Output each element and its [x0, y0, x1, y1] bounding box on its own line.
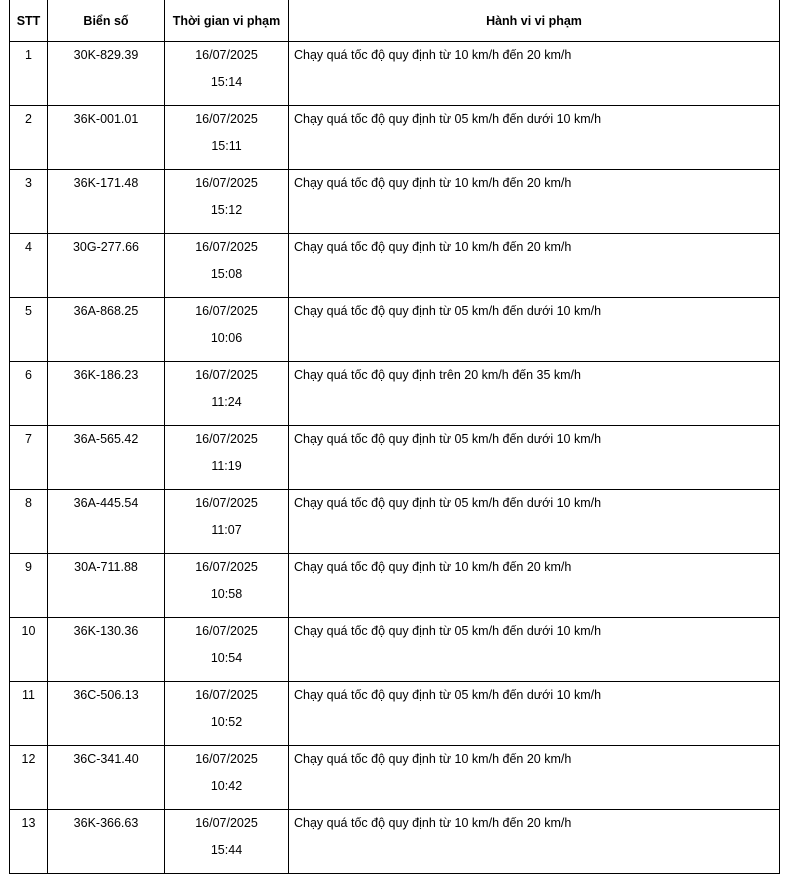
time-value: 10:52: [210, 715, 243, 729]
cell-time: [165, 618, 289, 682]
date-value: 16/07/2025: [195, 624, 258, 638]
table-row: [10, 618, 780, 682]
stt-value: 6: [25, 368, 32, 382]
cell-violation: [289, 618, 780, 682]
violation-value: Chạy quá tốc độ quy định từ 10 km/h đến 20 km/h: [294, 176, 572, 190]
date-value: 16/07/2025: [195, 304, 258, 318]
date-value: 16/07/2025: [195, 688, 258, 702]
plate-value: 36K-001.01: [73, 112, 139, 126]
time-value: 15:12: [210, 203, 243, 217]
table-row: [10, 426, 780, 490]
violation-value: Chạy quá tốc độ quy định từ 05 km/h đến dưới 10 km/h: [294, 432, 602, 446]
time-value: 10:54: [210, 651, 243, 665]
table-row: [10, 42, 780, 106]
table-row: [10, 106, 780, 170]
header-time: Thời gian vi phạm: [165, 0, 289, 42]
cell-time: [165, 362, 289, 426]
cell-violation: [289, 362, 780, 426]
violations-table: [9, 0, 780, 874]
plate-value: 36K-171.48: [73, 176, 139, 190]
plate-value: 30G-277.66: [72, 240, 140, 254]
cell-stt: [10, 554, 48, 618]
cell-plate: [48, 42, 165, 106]
date-value: 16/07/2025: [195, 432, 258, 446]
cell-stt: [10, 170, 48, 234]
cell-plate: [48, 490, 165, 554]
cell-time: [165, 298, 289, 362]
time-value: 15:14: [210, 75, 243, 89]
plate-value: 36K-130.36: [73, 624, 139, 638]
plate-value: 36A-868.25: [73, 304, 139, 318]
stt-value: 1: [25, 48, 32, 62]
cell-time: [165, 170, 289, 234]
header-violation: Hành vi vi phạm: [289, 0, 780, 42]
violation-value: Chạy quá tốc độ quy định từ 05 km/h đến dưới 10 km/h: [294, 304, 602, 318]
cell-time: [165, 42, 289, 106]
cell-violation: [289, 490, 780, 554]
cell-violation: [289, 234, 780, 298]
plate-value: 36A-565.42: [73, 432, 139, 446]
cell-plate: [48, 746, 165, 810]
violation-value: Chạy quá tốc độ quy định từ 10 km/h đến 20 km/h: [294, 48, 572, 62]
cell-violation: [289, 426, 780, 490]
plate-value: 36K-186.23: [73, 368, 139, 382]
stt-value: 8: [25, 496, 32, 510]
table-row: [10, 682, 780, 746]
violation-value: Chạy quá tốc độ quy định từ 05 km/h đến dưới 10 km/h: [294, 112, 602, 126]
violation-value: Chạy quá tốc độ quy định từ 10 km/h đến 20 km/h: [294, 752, 572, 766]
violation-value: Chạy quá tốc độ quy định từ 05 km/h đến dưới 10 km/h: [294, 496, 602, 510]
table-row: [10, 490, 780, 554]
table-row: [10, 298, 780, 362]
table-row: [10, 234, 780, 298]
plate-value: 36K-366.63: [73, 816, 139, 830]
plate-value: 36A-445.54: [73, 496, 139, 510]
cell-time: [165, 682, 289, 746]
cell-stt: [10, 618, 48, 682]
cell-time: [165, 234, 289, 298]
cell-violation: [289, 810, 780, 874]
time-value: 10:42: [210, 779, 243, 793]
stt-value: 12: [21, 752, 36, 766]
violation-value: Chạy quá tốc độ quy định từ 10 km/h đến 20 km/h: [294, 240, 572, 254]
cell-violation: [289, 746, 780, 810]
cell-stt: [10, 106, 48, 170]
cell-plate: [48, 298, 165, 362]
date-value: 16/07/2025: [195, 816, 258, 830]
stt-value: 13: [21, 816, 36, 830]
time-value: 10:58: [210, 587, 243, 601]
cell-plate: [48, 618, 165, 682]
cell-time: [165, 106, 289, 170]
plate-value: 30A-711.88: [74, 560, 138, 574]
cell-stt: [10, 490, 48, 554]
cell-violation: [289, 298, 780, 362]
table-header-row: [10, 0, 780, 42]
cell-stt: [10, 426, 48, 490]
cell-plate: [48, 234, 165, 298]
table-row: [10, 170, 780, 234]
table-row: [10, 554, 780, 618]
cell-violation: [289, 42, 780, 106]
violation-value: Chạy quá tốc độ quy định từ 10 km/h đến 20 km/h: [294, 560, 572, 574]
violation-value: Chạy quá tốc độ quy định từ 10 km/h đến 20 km/h: [294, 816, 572, 830]
cell-stt: [10, 746, 48, 810]
cell-plate: [48, 554, 165, 618]
violation-value: Chạy quá tốc độ quy định trên 20 km/h đến 35 km/h: [294, 368, 581, 382]
date-value: 16/07/2025: [195, 560, 258, 574]
stt-value: 10: [21, 624, 36, 638]
cell-plate: [48, 170, 165, 234]
time-value: 15:08: [210, 267, 243, 281]
cell-stt: [10, 298, 48, 362]
date-value: 16/07/2025: [195, 752, 258, 766]
cell-stt: [10, 362, 48, 426]
cell-time: [165, 746, 289, 810]
time-value: 15:11: [211, 139, 242, 153]
date-value: 16/07/2025: [195, 368, 258, 382]
date-value: 16/07/2025: [195, 240, 258, 254]
stt-value: 5: [25, 304, 32, 318]
stt-value: 3: [25, 176, 32, 190]
stt-value: 11: [22, 688, 35, 702]
cell-stt: [10, 682, 48, 746]
stt-value: 2: [25, 112, 32, 126]
stt-value: 7: [25, 432, 32, 446]
cell-time: [165, 810, 289, 874]
header-plate: Biển số: [48, 0, 165, 42]
cell-stt: [10, 42, 48, 106]
cell-time: [165, 554, 289, 618]
date-value: 16/07/2025: [195, 176, 258, 190]
cell-plate: [48, 810, 165, 874]
time-value: 11:07: [211, 523, 242, 537]
time-value: 11:24: [211, 395, 242, 409]
table-row: [10, 746, 780, 810]
cell-plate: [48, 682, 165, 746]
cell-violation: [289, 682, 780, 746]
cell-violation: [289, 106, 780, 170]
date-value: 16/07/2025: [195, 48, 258, 62]
plate-value: 30K-829.39: [73, 48, 139, 62]
date-value: 16/07/2025: [195, 496, 258, 510]
stt-value: 9: [25, 560, 32, 574]
cell-violation: [289, 554, 780, 618]
table-row: [10, 362, 780, 426]
time-value: 11:19: [211, 459, 242, 473]
date-value: 16/07/2025: [195, 112, 258, 126]
violation-value: Chạy quá tốc độ quy định từ 05 km/h đến dưới 10 km/h: [294, 688, 602, 702]
header-stt: STT: [10, 0, 48, 42]
cell-plate: [48, 426, 165, 490]
plate-value: 36C-341.40: [73, 752, 139, 766]
cell-plate: [48, 106, 165, 170]
cell-violation: [289, 170, 780, 234]
violation-value: Chạy quá tốc độ quy định từ 05 km/h đến dưới 10 km/h: [294, 624, 602, 638]
time-value: 10:06: [210, 331, 243, 345]
cell-time: [165, 490, 289, 554]
cell-plate: [48, 362, 165, 426]
table-row: [10, 810, 780, 874]
stt-value: 4: [25, 240, 32, 254]
cell-stt: [10, 234, 48, 298]
table-body: [10, 42, 780, 874]
plate-value: 36C-506.13: [73, 688, 139, 702]
cell-stt: [10, 810, 48, 874]
cell-time: [165, 426, 289, 490]
time-value: 15:44: [210, 843, 243, 857]
